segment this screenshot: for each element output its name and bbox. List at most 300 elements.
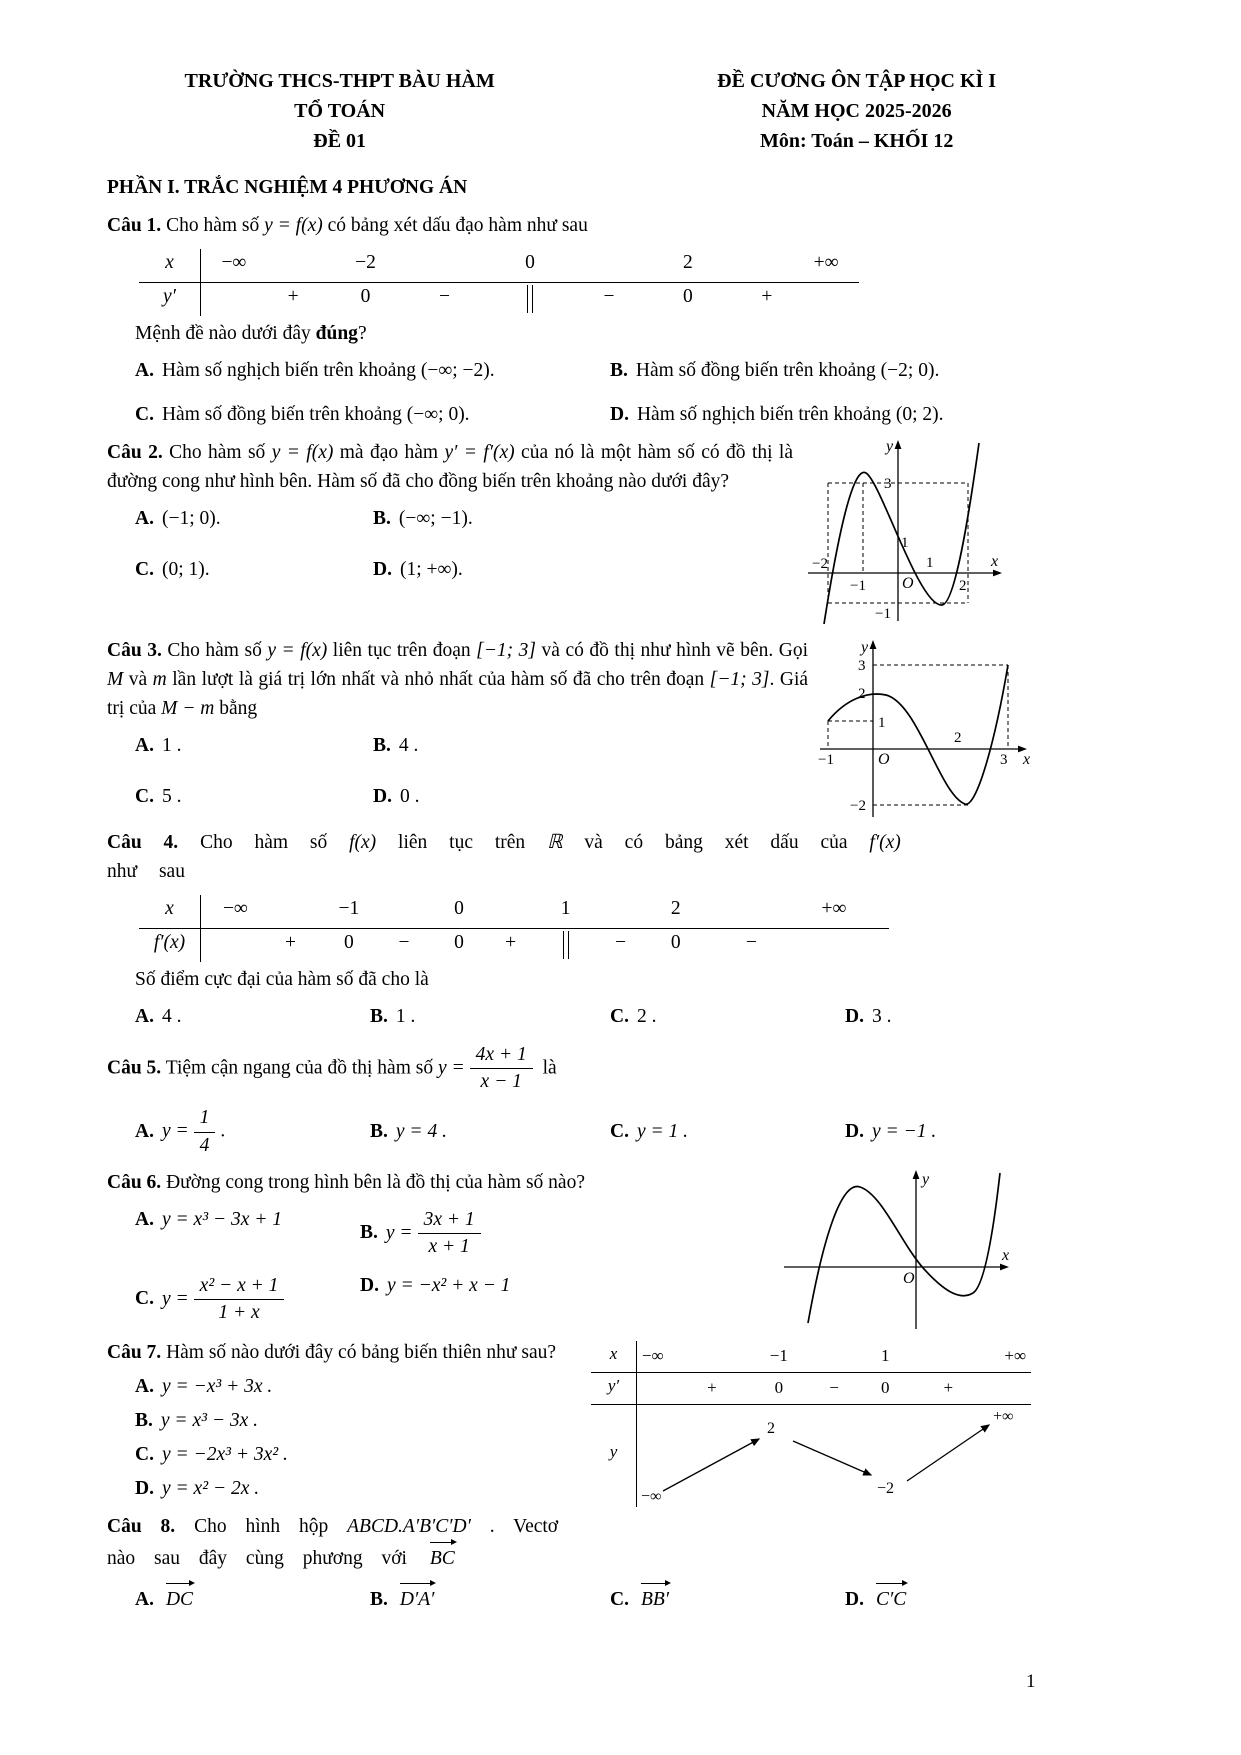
section-1-title: PHẦN I. TRẮC NGHIỆM 4 PHƯƠNG ÁN bbox=[107, 177, 468, 198]
option-key: B. bbox=[370, 1589, 388, 1611]
limit-value: −∞ bbox=[641, 1488, 662, 1506]
math-fragment: f(x) bbox=[349, 832, 377, 854]
tick-label: −2 bbox=[812, 556, 828, 573]
sign-values bbox=[637, 1373, 1031, 1404]
tick-label: 3 bbox=[858, 658, 866, 675]
vector-name: DC bbox=[165, 1589, 194, 1611]
table-value: −∞ bbox=[221, 251, 247, 273]
page-number: 1 bbox=[1026, 1671, 1036, 1692]
option-text: 0 . bbox=[399, 785, 420, 807]
table-value: −∞ bbox=[641, 1346, 664, 1366]
table-value: 0 bbox=[344, 932, 354, 954]
option-text: (−1; 0). bbox=[161, 508, 221, 530]
department-name: TỔ TOÁN bbox=[294, 100, 386, 122]
fraction bbox=[194, 1106, 216, 1158]
option-key: D. bbox=[845, 1120, 864, 1142]
tick-label: 1 bbox=[926, 555, 934, 572]
q5-options bbox=[135, 1104, 1141, 1160]
q2-options bbox=[135, 505, 793, 585]
option-c bbox=[135, 783, 373, 812]
text-fragment: Cho hàm số bbox=[200, 832, 350, 854]
arrow-up bbox=[663, 1439, 759, 1491]
option-text: y = bbox=[161, 1120, 189, 1142]
fraction-numerator: x² − x + 1 bbox=[194, 1274, 285, 1300]
option-d bbox=[373, 556, 793, 585]
table-value: − bbox=[603, 285, 615, 307]
q6-options bbox=[135, 1206, 768, 1328]
y-axis-label: y bbox=[886, 438, 894, 456]
table-value: + bbox=[284, 932, 296, 954]
table-value: 0 bbox=[454, 898, 464, 920]
tick-label: 1 bbox=[878, 715, 886, 732]
y-axis-arrow bbox=[913, 1170, 920, 1179]
option-text: y = −x³ + 3x . bbox=[161, 1376, 273, 1398]
option-key: C. bbox=[135, 1288, 154, 1310]
double-bar bbox=[563, 931, 569, 959]
text-fragment: liên tục trên bbox=[376, 832, 548, 854]
table-value: − bbox=[438, 285, 450, 307]
question-1-text bbox=[107, 212, 1141, 241]
exam-title: ĐỀ CƯƠNG ÔN TẬP HỌC KÌ I bbox=[717, 70, 997, 92]
sign-values bbox=[201, 283, 859, 316]
text-fragment: mà đạo hàm bbox=[333, 442, 445, 464]
table-value: +∞ bbox=[813, 251, 839, 273]
y-behaviour bbox=[637, 1405, 1031, 1507]
fraction-numerator: 1 bbox=[194, 1106, 216, 1132]
vector-overline bbox=[428, 1541, 460, 1574]
option-text: y = 4 . bbox=[395, 1120, 447, 1142]
variation-table-sign-row bbox=[591, 1373, 1031, 1405]
header-exam-block bbox=[572, 66, 1141, 156]
x-axis-label: x bbox=[1023, 751, 1031, 769]
math-fragment: M − m bbox=[161, 698, 215, 720]
math-fragment: [−1; 3] bbox=[709, 669, 770, 691]
option-key: D. bbox=[135, 1477, 154, 1499]
option-text: 1 . bbox=[395, 1005, 416, 1027]
math-fragment: y = f(x) bbox=[267, 640, 328, 662]
prompt-text: ? bbox=[357, 322, 367, 344]
table-value: 0 bbox=[774, 1378, 784, 1398]
option-b bbox=[370, 1003, 610, 1032]
q1-options bbox=[135, 357, 1141, 431]
y-axis-arrow bbox=[895, 440, 902, 449]
header-school-block bbox=[107, 66, 572, 156]
option-text: y = bbox=[385, 1222, 413, 1244]
question-6 bbox=[107, 1169, 1141, 1327]
tick-label: −2 bbox=[850, 798, 866, 815]
option-key: A. bbox=[135, 1589, 154, 1611]
origin-label: O bbox=[903, 1270, 915, 1288]
vector-overline bbox=[874, 1582, 911, 1615]
option-key: A. bbox=[135, 1376, 154, 1398]
table-value: −∞ bbox=[222, 898, 248, 920]
math-fragment: y = f(x) bbox=[271, 442, 334, 464]
option-key: A. bbox=[135, 508, 154, 530]
y-axis-label: y bbox=[922, 1171, 930, 1189]
max-value: 2 bbox=[767, 1420, 775, 1438]
vector-overline bbox=[639, 1582, 674, 1615]
option-a bbox=[135, 732, 373, 761]
y-axis-arrow bbox=[870, 640, 877, 649]
tick-label: 2 bbox=[954, 730, 962, 747]
fraction-denominator: x + 1 bbox=[428, 1236, 470, 1258]
question-body-tail: nào sau đây cùng phương với bbox=[107, 1548, 426, 1570]
arrow-up bbox=[907, 1425, 989, 1481]
q8-options bbox=[135, 1582, 1141, 1615]
min-value: −2 bbox=[877, 1480, 895, 1498]
table-value: +∞ bbox=[1004, 1346, 1027, 1366]
option-key: C. bbox=[135, 1443, 154, 1465]
option-text: 1 . bbox=[161, 734, 182, 756]
fraction bbox=[194, 1274, 285, 1326]
table-value: − bbox=[615, 932, 627, 954]
option-key: D. bbox=[360, 1274, 379, 1296]
option-text: y = x³ − 3x . bbox=[160, 1409, 259, 1431]
table-value: −1 bbox=[338, 898, 360, 920]
option-c bbox=[135, 1272, 360, 1328]
option-key: D. bbox=[610, 404, 629, 426]
q4-options bbox=[135, 1003, 1141, 1032]
option-key: C. bbox=[135, 785, 154, 807]
question-body-tail: là bbox=[537, 1057, 557, 1079]
vector-name: BB′ bbox=[640, 1589, 670, 1611]
table-value: 0 bbox=[454, 932, 464, 954]
table-value: 1 bbox=[880, 1346, 890, 1366]
tick-label: −1 bbox=[850, 578, 866, 595]
question-body: Tiệm cận ngang của đồ thị hàm số bbox=[165, 1057, 438, 1079]
question-body: Hàm số nào dưới đây có bảng biến thiên như sau? bbox=[166, 1342, 557, 1364]
question-label: Câu 1. bbox=[107, 214, 162, 236]
derivative-curve bbox=[824, 443, 979, 624]
equation-lhs: y = bbox=[437, 1057, 465, 1079]
axes bbox=[784, 1170, 1009, 1329]
option-text: (−∞; −1). bbox=[398, 508, 473, 530]
table-value: +∞ bbox=[821, 898, 847, 920]
document-header bbox=[107, 66, 1141, 156]
fraction-numerator: 3x + 1 bbox=[418, 1208, 481, 1234]
row-label: x bbox=[139, 895, 201, 928]
row-label: x bbox=[591, 1341, 637, 1372]
option-key: A. bbox=[135, 1005, 154, 1027]
vector-name: BC bbox=[429, 1548, 455, 1570]
option-key: C. bbox=[135, 558, 154, 580]
question-1 bbox=[107, 212, 1141, 430]
math-fragment: y = f(x) bbox=[264, 214, 323, 236]
option-d bbox=[373, 783, 808, 812]
question-4-prompt: Số điểm cực đại của hàm số đã cho là bbox=[135, 969, 429, 991]
option-b bbox=[373, 505, 793, 534]
school-name: TRƯỜNG THCS-THPT BÀU HÀM bbox=[184, 70, 495, 92]
option-key: A. bbox=[135, 1120, 154, 1142]
text-fragment: Cho hàm số bbox=[169, 442, 272, 464]
option-d bbox=[360, 1272, 768, 1328]
option-c bbox=[610, 1582, 845, 1615]
table-value: 0 bbox=[683, 285, 693, 307]
question-3 bbox=[107, 637, 1141, 815]
tick-label: 3 bbox=[884, 476, 892, 493]
option-c bbox=[135, 556, 373, 585]
row-label: x bbox=[139, 249, 201, 282]
table-value: 0 bbox=[360, 285, 371, 307]
row-label: y′ bbox=[139, 283, 201, 316]
tick-label: 2 bbox=[959, 578, 967, 595]
option-text: y = x³ − 3x + 1 bbox=[161, 1209, 283, 1231]
option-key: D. bbox=[845, 1005, 864, 1027]
school-year: NĂM HỌC 2025-2026 bbox=[761, 100, 952, 122]
text-fragment: và có đồ thị như hình vẽ bên. Gọi bbox=[536, 640, 809, 662]
option-b bbox=[610, 357, 1141, 386]
x-axis-label: x bbox=[1002, 1247, 1010, 1265]
row-label: y bbox=[591, 1405, 637, 1507]
text-fragment: . Vectơ bbox=[470, 1515, 559, 1537]
table-value: −2 bbox=[355, 251, 376, 273]
question-1-prompt bbox=[135, 320, 1141, 349]
option-key: B. bbox=[610, 359, 628, 381]
text-fragment: liên tục trên đoạn bbox=[327, 640, 477, 662]
origin-label: O bbox=[902, 575, 914, 593]
sign-table-sign-row bbox=[139, 929, 889, 962]
prompt-bold: đúng bbox=[315, 322, 358, 344]
vector-overline bbox=[398, 1582, 440, 1615]
question-body-tail: như sau bbox=[107, 861, 185, 883]
option-d bbox=[845, 1003, 1141, 1032]
text-fragment: có bảng xét dấu đạo hàm như sau bbox=[322, 214, 588, 236]
option-a bbox=[135, 357, 610, 386]
limit-value: +∞ bbox=[993, 1408, 1014, 1426]
sign-table-x-row bbox=[139, 249, 859, 283]
sign-table-x-row bbox=[139, 895, 889, 929]
question-label: Câu 4. bbox=[107, 832, 179, 854]
math-fragment: f′(x) bbox=[869, 832, 901, 854]
option-text: 4 . bbox=[161, 1005, 182, 1027]
q1-sign-table bbox=[139, 249, 859, 316]
question-label: Câu 6. bbox=[107, 1172, 162, 1194]
table-value: − bbox=[398, 932, 410, 954]
option-key: C. bbox=[135, 404, 154, 426]
fraction-denominator: x − 1 bbox=[480, 1071, 522, 1093]
q6-curve-graph bbox=[778, 1167, 1013, 1335]
option-text: 3 . bbox=[871, 1005, 892, 1027]
arrow-down bbox=[793, 1441, 871, 1475]
option-c bbox=[610, 1118, 845, 1147]
table-value: 0 bbox=[880, 1378, 890, 1398]
option-key: B. bbox=[360, 1222, 378, 1244]
table-value: + bbox=[707, 1378, 717, 1398]
text-fragment: của nó là một hàm số có đồ thị là đường cong như hình bên. Hàm số đã cho đồng biến trên khoảng nào dưới đây? bbox=[107, 442, 793, 493]
math-fragment: m bbox=[152, 669, 167, 691]
tick-label: −1 bbox=[818, 752, 834, 769]
question-body bbox=[200, 832, 901, 853]
option-d bbox=[845, 1118, 1141, 1147]
option-key: B. bbox=[373, 734, 391, 756]
table-value: 2 bbox=[670, 898, 681, 920]
y-axis-label: y bbox=[861, 639, 869, 657]
q7-variation-table bbox=[591, 1341, 1031, 1507]
question-5-text bbox=[107, 1041, 1141, 1097]
option-d bbox=[610, 401, 1141, 430]
text-fragment: bằng bbox=[214, 698, 258, 720]
math-fragment: ℝ bbox=[547, 832, 563, 854]
question-label: Câu 7. bbox=[107, 1342, 162, 1364]
dashed-guides bbox=[828, 665, 1008, 805]
text-fragment: và bbox=[123, 669, 153, 691]
question-body bbox=[107, 442, 793, 492]
option-b bbox=[370, 1118, 610, 1147]
q2-derivative-graph bbox=[803, 435, 1003, 633]
option-text: (0; 1). bbox=[161, 558, 210, 580]
option-text: 5 . bbox=[161, 785, 182, 807]
option-text: y = −1 . bbox=[871, 1120, 937, 1142]
option-key: B. bbox=[370, 1005, 388, 1027]
option-key: D. bbox=[373, 785, 392, 807]
option-a bbox=[135, 1003, 370, 1032]
option-key: A. bbox=[135, 734, 154, 756]
question-label: Câu 3. bbox=[107, 640, 162, 662]
option-c bbox=[610, 1003, 845, 1032]
option-text: Hàm số đồng biến trên khoảng (−2; 0). bbox=[635, 359, 940, 381]
fraction-denominator: 1 + x bbox=[218, 1302, 260, 1324]
option-key: C. bbox=[610, 1589, 629, 1611]
question-8-text bbox=[107, 1513, 827, 1575]
table-value: −1 bbox=[769, 1346, 788, 1366]
question-2 bbox=[107, 438, 1141, 623]
table-value: − bbox=[745, 932, 757, 954]
math-fragment: y′ = f′(x) bbox=[444, 442, 515, 464]
question-4 bbox=[107, 829, 1141, 1031]
row-label: y′ bbox=[591, 1373, 637, 1404]
option-text: . bbox=[220, 1120, 226, 1142]
option-text: Hàm số đồng biến trên khoảng (−∞; 0). bbox=[161, 404, 470, 426]
x-values bbox=[201, 895, 889, 928]
question-body bbox=[194, 1516, 558, 1537]
double-bar bbox=[527, 285, 533, 313]
math-fragment: [−1; 3] bbox=[476, 640, 537, 662]
q4-sign-table bbox=[139, 895, 889, 962]
question-label: Câu 8. bbox=[107, 1515, 176, 1537]
x-axis-arrow bbox=[993, 570, 1002, 577]
question-5 bbox=[107, 1041, 1141, 1161]
option-a bbox=[135, 1206, 360, 1262]
option-a bbox=[135, 1104, 370, 1160]
q3-options bbox=[135, 732, 808, 812]
vector-name: D′A′ bbox=[399, 1589, 435, 1611]
option-key: D. bbox=[373, 558, 392, 580]
option-b bbox=[360, 1206, 768, 1262]
option-a bbox=[135, 505, 373, 534]
option-text: y = bbox=[161, 1288, 189, 1310]
option-text: Hàm số nghịch biến trên khoảng (−∞; −2). bbox=[161, 359, 495, 381]
function-curve bbox=[828, 665, 1008, 804]
fraction-numerator: 4x + 1 bbox=[470, 1043, 533, 1069]
table-value: 2 bbox=[683, 251, 693, 273]
variation-arrows bbox=[637, 1405, 1029, 1505]
fraction bbox=[418, 1208, 481, 1260]
tick-label: 1 bbox=[901, 535, 909, 552]
option-key: D. bbox=[845, 1589, 864, 1611]
prompt-text: Mệnh đề nào dưới đây bbox=[135, 322, 316, 344]
option-key: B. bbox=[373, 508, 391, 530]
tick-label: −1 bbox=[875, 606, 891, 623]
text-fragment: . Giá trị của bbox=[107, 669, 809, 720]
cubic-curve bbox=[808, 1173, 1000, 1323]
vector-name: C′C bbox=[875, 1589, 907, 1611]
option-key: A. bbox=[135, 1209, 154, 1231]
tick-label: 2 bbox=[858, 686, 866, 703]
table-value: + bbox=[287, 285, 299, 307]
option-c bbox=[135, 401, 610, 430]
question-label: Câu 2. bbox=[107, 442, 163, 464]
sign-table-sign-row bbox=[139, 283, 859, 316]
variation-table-x-row bbox=[591, 1341, 1031, 1373]
option-key: B. bbox=[370, 1120, 388, 1142]
origin-label: O bbox=[878, 751, 890, 769]
text-fragment: Cho hàm số bbox=[167, 640, 268, 662]
x-values bbox=[201, 249, 859, 282]
x-axis-label: x bbox=[991, 553, 999, 571]
option-text: y = −2x³ + 3x² . bbox=[161, 1443, 288, 1465]
text-fragment: Cho hàm số bbox=[166, 214, 265, 236]
vector-overline bbox=[164, 1582, 198, 1615]
option-text: y = x² − 2x . bbox=[161, 1477, 260, 1499]
table-value: + bbox=[943, 1378, 954, 1398]
text-fragment: lần lượt là giá trị lớn nhất và nhỏ nhất của hàm số đã cho trên đoạn bbox=[166, 669, 710, 691]
fraction bbox=[470, 1043, 533, 1095]
option-text: Hàm số nghịch biến trên khoảng (0; 2). bbox=[636, 404, 944, 426]
question-label: Câu 5. bbox=[107, 1057, 162, 1079]
option-d bbox=[845, 1582, 1141, 1615]
axes bbox=[808, 440, 1002, 621]
option-key: A. bbox=[135, 359, 154, 381]
math-fragment: ABCD.A′B′C′D′ bbox=[347, 1515, 471, 1537]
math-fragment: M bbox=[107, 669, 124, 691]
table-value: 0 bbox=[525, 251, 535, 273]
x-values bbox=[637, 1341, 1031, 1372]
question-4-text bbox=[107, 829, 1141, 887]
question-7 bbox=[107, 1339, 1141, 1506]
option-a bbox=[135, 1582, 370, 1615]
sign-values bbox=[201, 929, 889, 962]
option-b bbox=[370, 1582, 610, 1615]
table-value: − bbox=[829, 1378, 839, 1398]
option-key: B. bbox=[135, 1409, 153, 1431]
text-fragment: Cho hình hộp bbox=[194, 1515, 348, 1537]
fraction-denominator: 4 bbox=[199, 1134, 210, 1156]
question-body bbox=[166, 215, 588, 236]
table-value: 0 bbox=[670, 932, 681, 954]
variation-table-y-row bbox=[591, 1405, 1031, 1507]
question-8 bbox=[107, 1513, 1141, 1616]
x-axis-arrow bbox=[1000, 1264, 1009, 1271]
option-key: C. bbox=[610, 1005, 629, 1027]
table-value: 1 bbox=[560, 898, 571, 920]
option-key: C. bbox=[610, 1120, 629, 1142]
option-text: y = −x² + x − 1 bbox=[386, 1274, 511, 1296]
option-text: (1; +∞). bbox=[399, 558, 463, 580]
question-body: Đường cong trong hình bên là đồ thị của hàm số nào? bbox=[166, 1172, 585, 1194]
row-label: f′(x) bbox=[139, 929, 201, 962]
option-b bbox=[373, 732, 808, 761]
text-fragment: và có bảng xét dấu của bbox=[562, 832, 870, 854]
option-text: y = 1 . bbox=[636, 1120, 689, 1142]
exam-code: ĐỀ 01 bbox=[313, 130, 367, 152]
table-value: + bbox=[761, 285, 773, 307]
tick-label: 3 bbox=[1000, 752, 1008, 769]
option-text: 4 . bbox=[398, 734, 419, 756]
q3-function-graph bbox=[818, 637, 1033, 825]
question-body bbox=[107, 640, 808, 719]
subject-grade: Môn: Toán – KHỐI 12 bbox=[759, 130, 954, 152]
table-value: + bbox=[505, 932, 517, 954]
